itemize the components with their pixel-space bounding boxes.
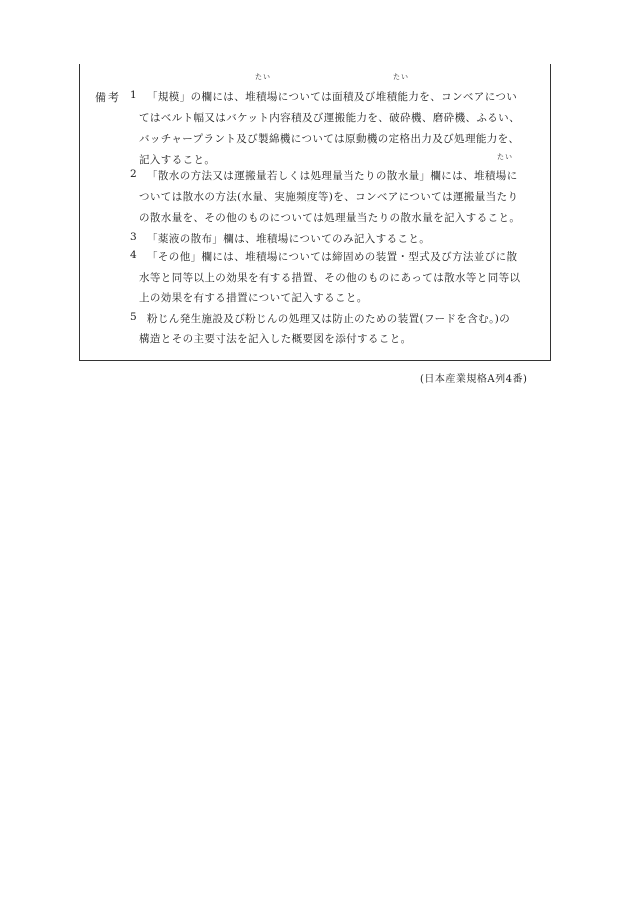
note-line: 水等と同等以上の効果を有する措置、その他のものにあっては散水等と同等以 xyxy=(139,272,521,284)
note-line: 「規模」の欄には、堆積場については面積及び堆積能力を、コンベアについ xyxy=(147,91,518,103)
note-line: 記入すること。 xyxy=(139,154,216,166)
note-number: 5 xyxy=(130,311,137,323)
note-line: バッチャープラント及び製綿機については原動機の定格出力及び処理能力を、 xyxy=(139,133,520,145)
remarks-label: 備考 xyxy=(95,91,121,104)
ruby-annotation: たい xyxy=(255,73,271,81)
note-number: 2 xyxy=(130,168,137,180)
note-line: 「薬液の散布」欄は、堆積場についてのみ記入すること。 xyxy=(147,233,431,245)
note-line: てはベルト幅又はバケット内容積及び運搬能力を、破砕機、磨砕機、ふるい、 xyxy=(139,112,520,124)
note-line: ついては散水の方法(水量、実施頻度等)を、コンベアについては運搬量当たり xyxy=(139,191,519,203)
note-number: 3 xyxy=(130,231,137,243)
ruby-annotation: たい xyxy=(497,153,513,161)
note-line: 「その他」欄には、堆積場については締固めの装置・型式及び方法並びに散 xyxy=(147,251,518,263)
note-line: 粉じん発生施設及び粉じんの処理又は防止のための装置(フードを含む。)の xyxy=(147,313,511,325)
note-line: 上の効果を有する措置について記入すること。 xyxy=(139,292,368,304)
note-line: の散水量を、その他のものについては処理量当たりの散水量を記入すること。 xyxy=(139,212,521,224)
note-line: 「散水の方法又は運搬量若しくは処理量当たりの散水量」欄には、堆積場に xyxy=(147,170,518,182)
note-number: 4 xyxy=(130,249,137,261)
note-line: 構造とその主要寸法を記入した概要図を添付すること。 xyxy=(139,333,412,345)
paper-size-note: (日本産業規格A列4番) xyxy=(420,374,528,385)
note-number: 1 xyxy=(130,89,137,101)
ruby-annotation: たい xyxy=(393,73,409,81)
